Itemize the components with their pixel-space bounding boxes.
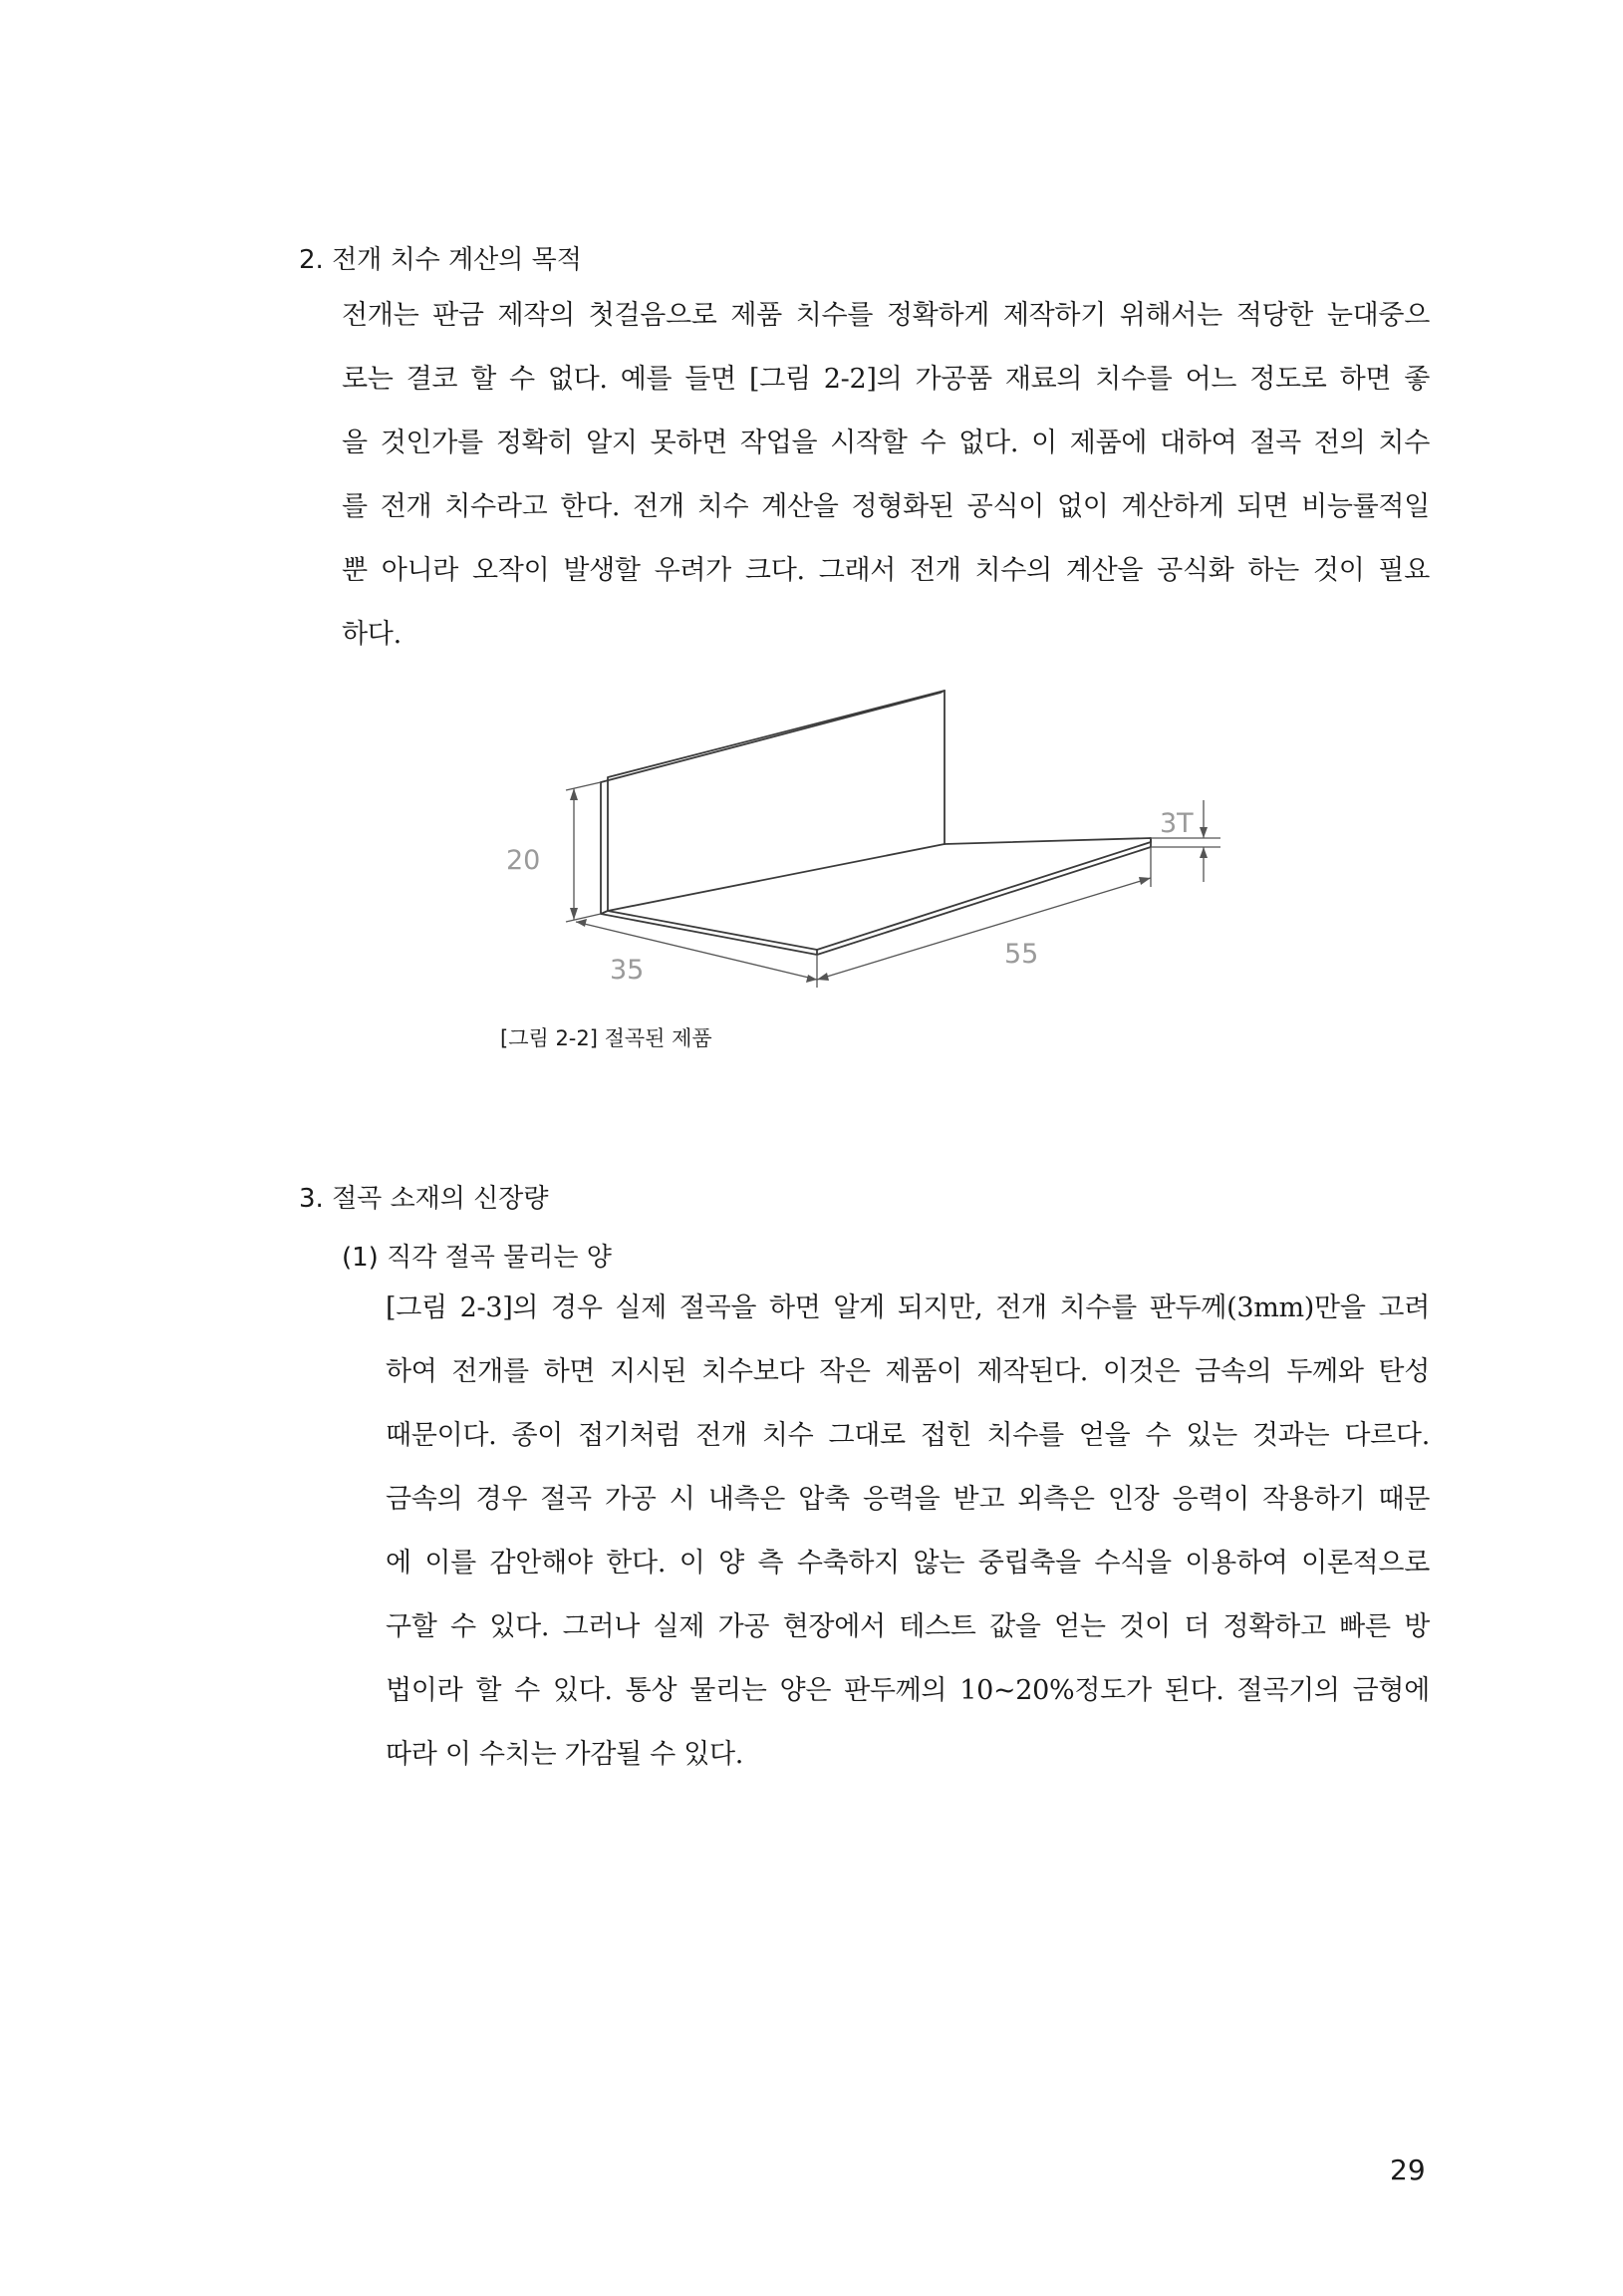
paragraph-line: 를 전개 치수라고 한다. 전개 치수 계산을 정형화된 공식이 없이 계산하게 되면 비능률적일: [342, 491, 1430, 522]
subsection-1-heading: (1) 직각 절곡 물리는 양: [342, 1243, 612, 1273]
thickness-arrowhead-bottom: [1200, 847, 1208, 858]
bent-product-drawing: [488, 683, 1225, 986]
width-arrowhead-right: [1139, 877, 1151, 885]
paragraph-line: 로는 결코 할 수 없다. 예를 들면 [그림 2-2]의 가공품 재료의 치수를 어느 정도로 하면 좋: [342, 364, 1430, 395]
inner-corner-line: [608, 844, 945, 911]
section-3-heading: 3. 절곡 소재의 신장량: [299, 1184, 549, 1214]
width-dimension-line: [817, 878, 1151, 980]
paragraph-line: 따라 이 수치는 가감될 수 있다.: [386, 1739, 744, 1770]
flange-outline: [601, 691, 945, 914]
width-label: 55: [1004, 939, 1039, 970]
subsection-1-paragraph: [386, 1277, 1430, 1787]
paragraph-line: 에 이를 감안해야 한다. 이 양 측 수축하지 않는 중립축을 수식을 이용하여 이론적으로: [386, 1548, 1430, 1578]
height-extension-top: [566, 782, 601, 790]
flange-top-edge: [601, 691, 945, 782]
paragraph-line: 하다.: [342, 619, 402, 650]
depth-label: 35: [610, 955, 645, 986]
height-arrowhead-top: [570, 788, 578, 800]
thickness-arrowhead-top: [1200, 827, 1208, 838]
height-arrowhead-bottom: [570, 908, 578, 920]
paragraph-line: 전개는 판금 제작의 첫걸음으로 제품 치수를 정확하게 제작하기 위해서는 적당한 눈대중으: [342, 300, 1430, 331]
bent-product-figure: [488, 683, 1225, 986]
paragraph-line: 을 것인가를 정확히 알지 못하면 작업을 시작할 수 없다. 이 제품에 대하여 절곡 전의 치수: [342, 428, 1430, 458]
paragraph-line: 뿐 아니라 오작이 발생할 우려가 크다. 그래서 전개 치수의 계산을 공식화 하는 것이 필요: [342, 555, 1430, 586]
paragraph-line: 구할 수 있다. 그러나 실제 가공 현장에서 테스트 값을 얻는 것이 더 정확하고 빠른 방: [386, 1611, 1430, 1642]
figure-caption: [그림 2-2] 절곡된 제품: [500, 1026, 712, 1050]
height-label: 20: [506, 845, 541, 876]
paragraph-line: 때문이다. 종이 접기처럼 전개 치수 그대로 접힌 치수를 얻을 수 있는 것과는 다르다.: [386, 1420, 1430, 1451]
paragraph-line: 하여 전개를 하면 지시된 치수보다 작은 제품이 제작된다. 이것은 금속의 두께와 탄성: [386, 1356, 1430, 1387]
base-front-top-edge: [608, 842, 1151, 950]
base-top-back-edge: [945, 838, 1151, 844]
paragraph-line: 금속의 경우 절곡 가공 시 내측은 압축 응력을 받고 외측은 인장 응력이 작용하기 때문: [386, 1484, 1430, 1515]
paragraph-line: [그림 2-3]의 경우 실제 절곡을 하면 알게 되지만, 전개 치수를 판두께(3mm)만을 고려: [386, 1292, 1430, 1323]
paragraph-line: 법이라 할 수 있다. 통상 물리는 양은 판두께의 10~20%정도가 된다. 절곡기의 금형에: [386, 1675, 1430, 1706]
thickness-label: 3T: [1160, 808, 1194, 839]
width-arrowhead-left: [817, 973, 829, 981]
base-front-bottom-edge: [601, 847, 1151, 955]
section-2-paragraph: [342, 284, 1430, 667]
section-2-heading: 2. 전개 치수 계산의 목적: [299, 245, 582, 275]
page-number: 29: [1390, 2153, 1426, 2186]
